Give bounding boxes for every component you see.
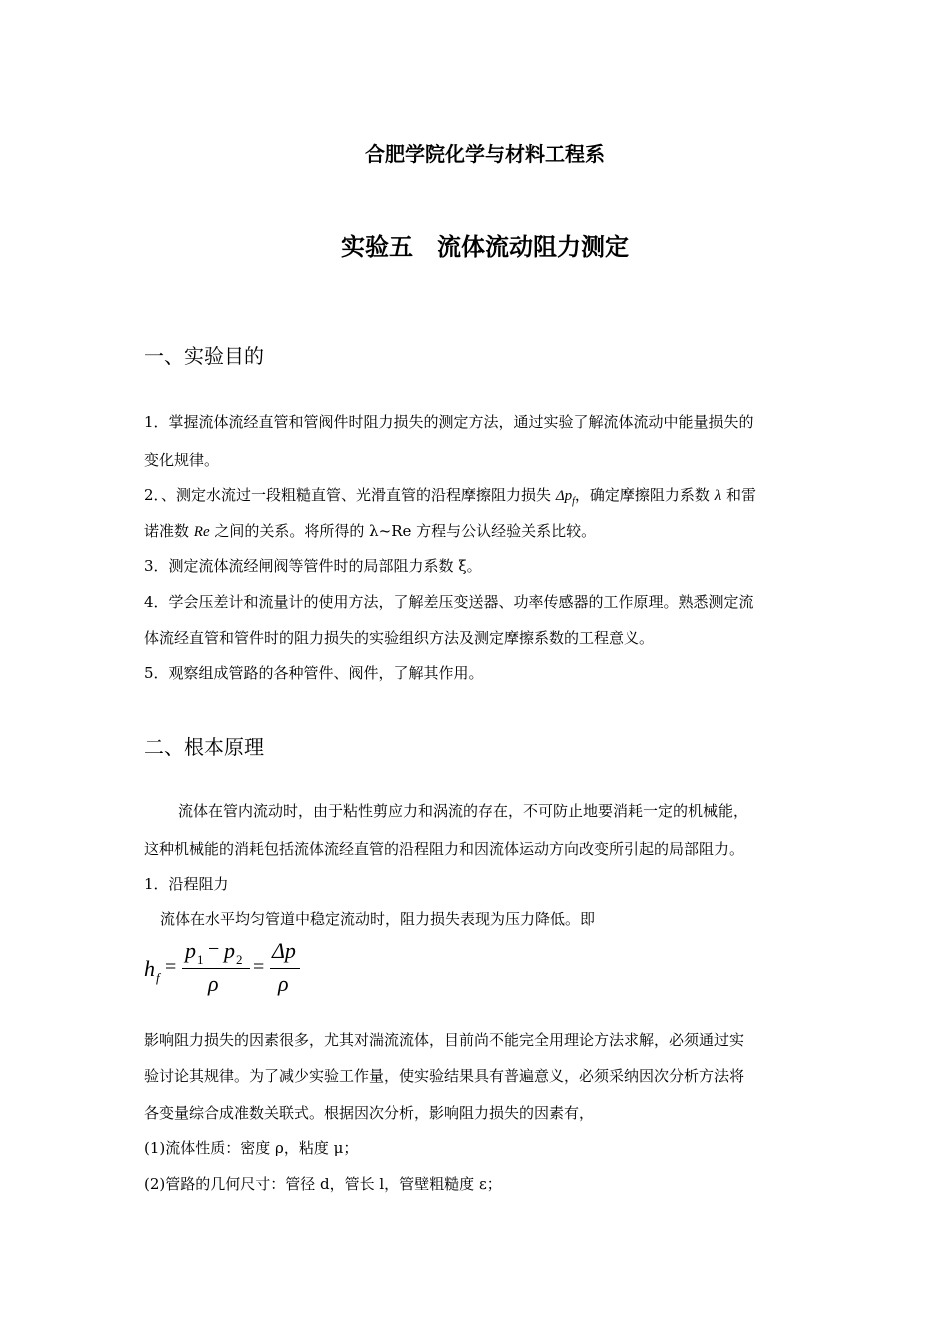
principle-intro-line-1: 流体在管内流动时，由于粘性剪应力和涡流的存在，不可防止地要消耗一定的机械能， (178, 802, 749, 820)
objective-2-text-b: ，确定摩擦阻力系数 (574, 486, 715, 504)
formula-delta-p: Δp (272, 938, 296, 963)
section-heading-objectives: 一、实验目的 (144, 344, 264, 368)
reynolds-symbol: Re (193, 524, 210, 540)
section-heading-principles: 二、根本原理 (144, 735, 264, 759)
formula-lhs: h (144, 956, 155, 981)
formula-rho-1: ρ (208, 971, 219, 996)
formula-equals-2: = (253, 956, 265, 978)
objective-2-text-a: 2．、测定水流过一段粗糙直管、光滑直管的沿程摩擦阻力损失 (144, 486, 556, 504)
formula-p2-subscript: 2 (236, 952, 243, 967)
objective-2-line-1 (144, 485, 756, 512)
delta-p-symbol: Δp (555, 488, 573, 504)
objective-4-line-1: 4．学会压差计和流量计的使用方法，了解差压变送器、功率传感器的工作原理。熟悉测定流 (144, 593, 754, 611)
objective-1-line-1: 1．掌握流体流经直管和管阀件时阻力损失的测定方法，通过实验了解流体流动中能量损失的 (144, 413, 754, 431)
objective-1-line-2: 变化规律。 (144, 451, 220, 469)
objective-2-text-d: 诺准数 (144, 522, 194, 540)
fraction-bar-2 (270, 968, 300, 969)
formula-p2: p (224, 938, 235, 963)
fraction-bar-1 (182, 968, 250, 969)
body-paragraph-line-1: 影响阻力损失的因素很多，尤其对湍流流体，目前尚不能完全用理论方法求解，必须通过实 (144, 1031, 745, 1049)
objective-3: 3．测定流体流经闸阀等管件时的局部阻力系数 ξ。 (144, 557, 482, 575)
objective-2-text-c: 和雷 (721, 486, 756, 504)
formula-lhs-subscript: f (156, 970, 160, 985)
objective-4-line-2: 体流经直管和管件时的阻力损失的实验组织方法及测定摩擦系数的工程意义。 (144, 629, 655, 647)
friction-description: 流体在水平均匀管道中稳定流动时，阻力损失表现为压力降低。即 (160, 910, 596, 928)
formula-equals-1: = (165, 956, 177, 978)
head-loss-formula (144, 938, 304, 1000)
formula-minus: − (208, 938, 220, 960)
department-heading: 合肥学院化学与材料工程系 (365, 142, 605, 166)
principle-intro-line-2: 这种机械能的消耗包括流体流经直管的沿程阻力和因流体运动方向改变所引起的局部阻力。 (144, 840, 745, 858)
objective-2-line-2 (144, 521, 596, 542)
formula-p1-subscript: 1 (197, 952, 204, 967)
objective-5: 5．观察组成管路的各种管件、阀件，了解其作用。 (144, 664, 484, 682)
page-title: 实验五 流体流动阻力测定 (341, 233, 629, 261)
factor-fluid-properties: (1)流体性质：密度 ρ，粘度 μ； (144, 1139, 359, 1157)
body-paragraph-line-3: 各变量综合成准数关联式。根据因次分析，影响阻力损失的因素有， (144, 1104, 595, 1122)
formula-rho-2: ρ (278, 971, 289, 996)
body-paragraph-line-2: 验讨论其规律。为了减少实验工作量，使实验结果具有普遍意义，必须采纳因次分析方法将 (144, 1067, 745, 1085)
formula-p1: p (185, 938, 196, 963)
lambda-symbol: λ (714, 488, 722, 504)
objective-2-text-e: 之间的关系。将所得的 λ~Re 方程与公认经验关系比较。 (209, 522, 597, 540)
factor-pipe-geometry: (2)管路的几何尺寸：管径 d，管长 l，管壁粗糙度 ε； (144, 1175, 502, 1193)
delta-p-subscript: f (572, 496, 575, 507)
subsection-friction: 1．沿程阻力 (144, 875, 229, 893)
